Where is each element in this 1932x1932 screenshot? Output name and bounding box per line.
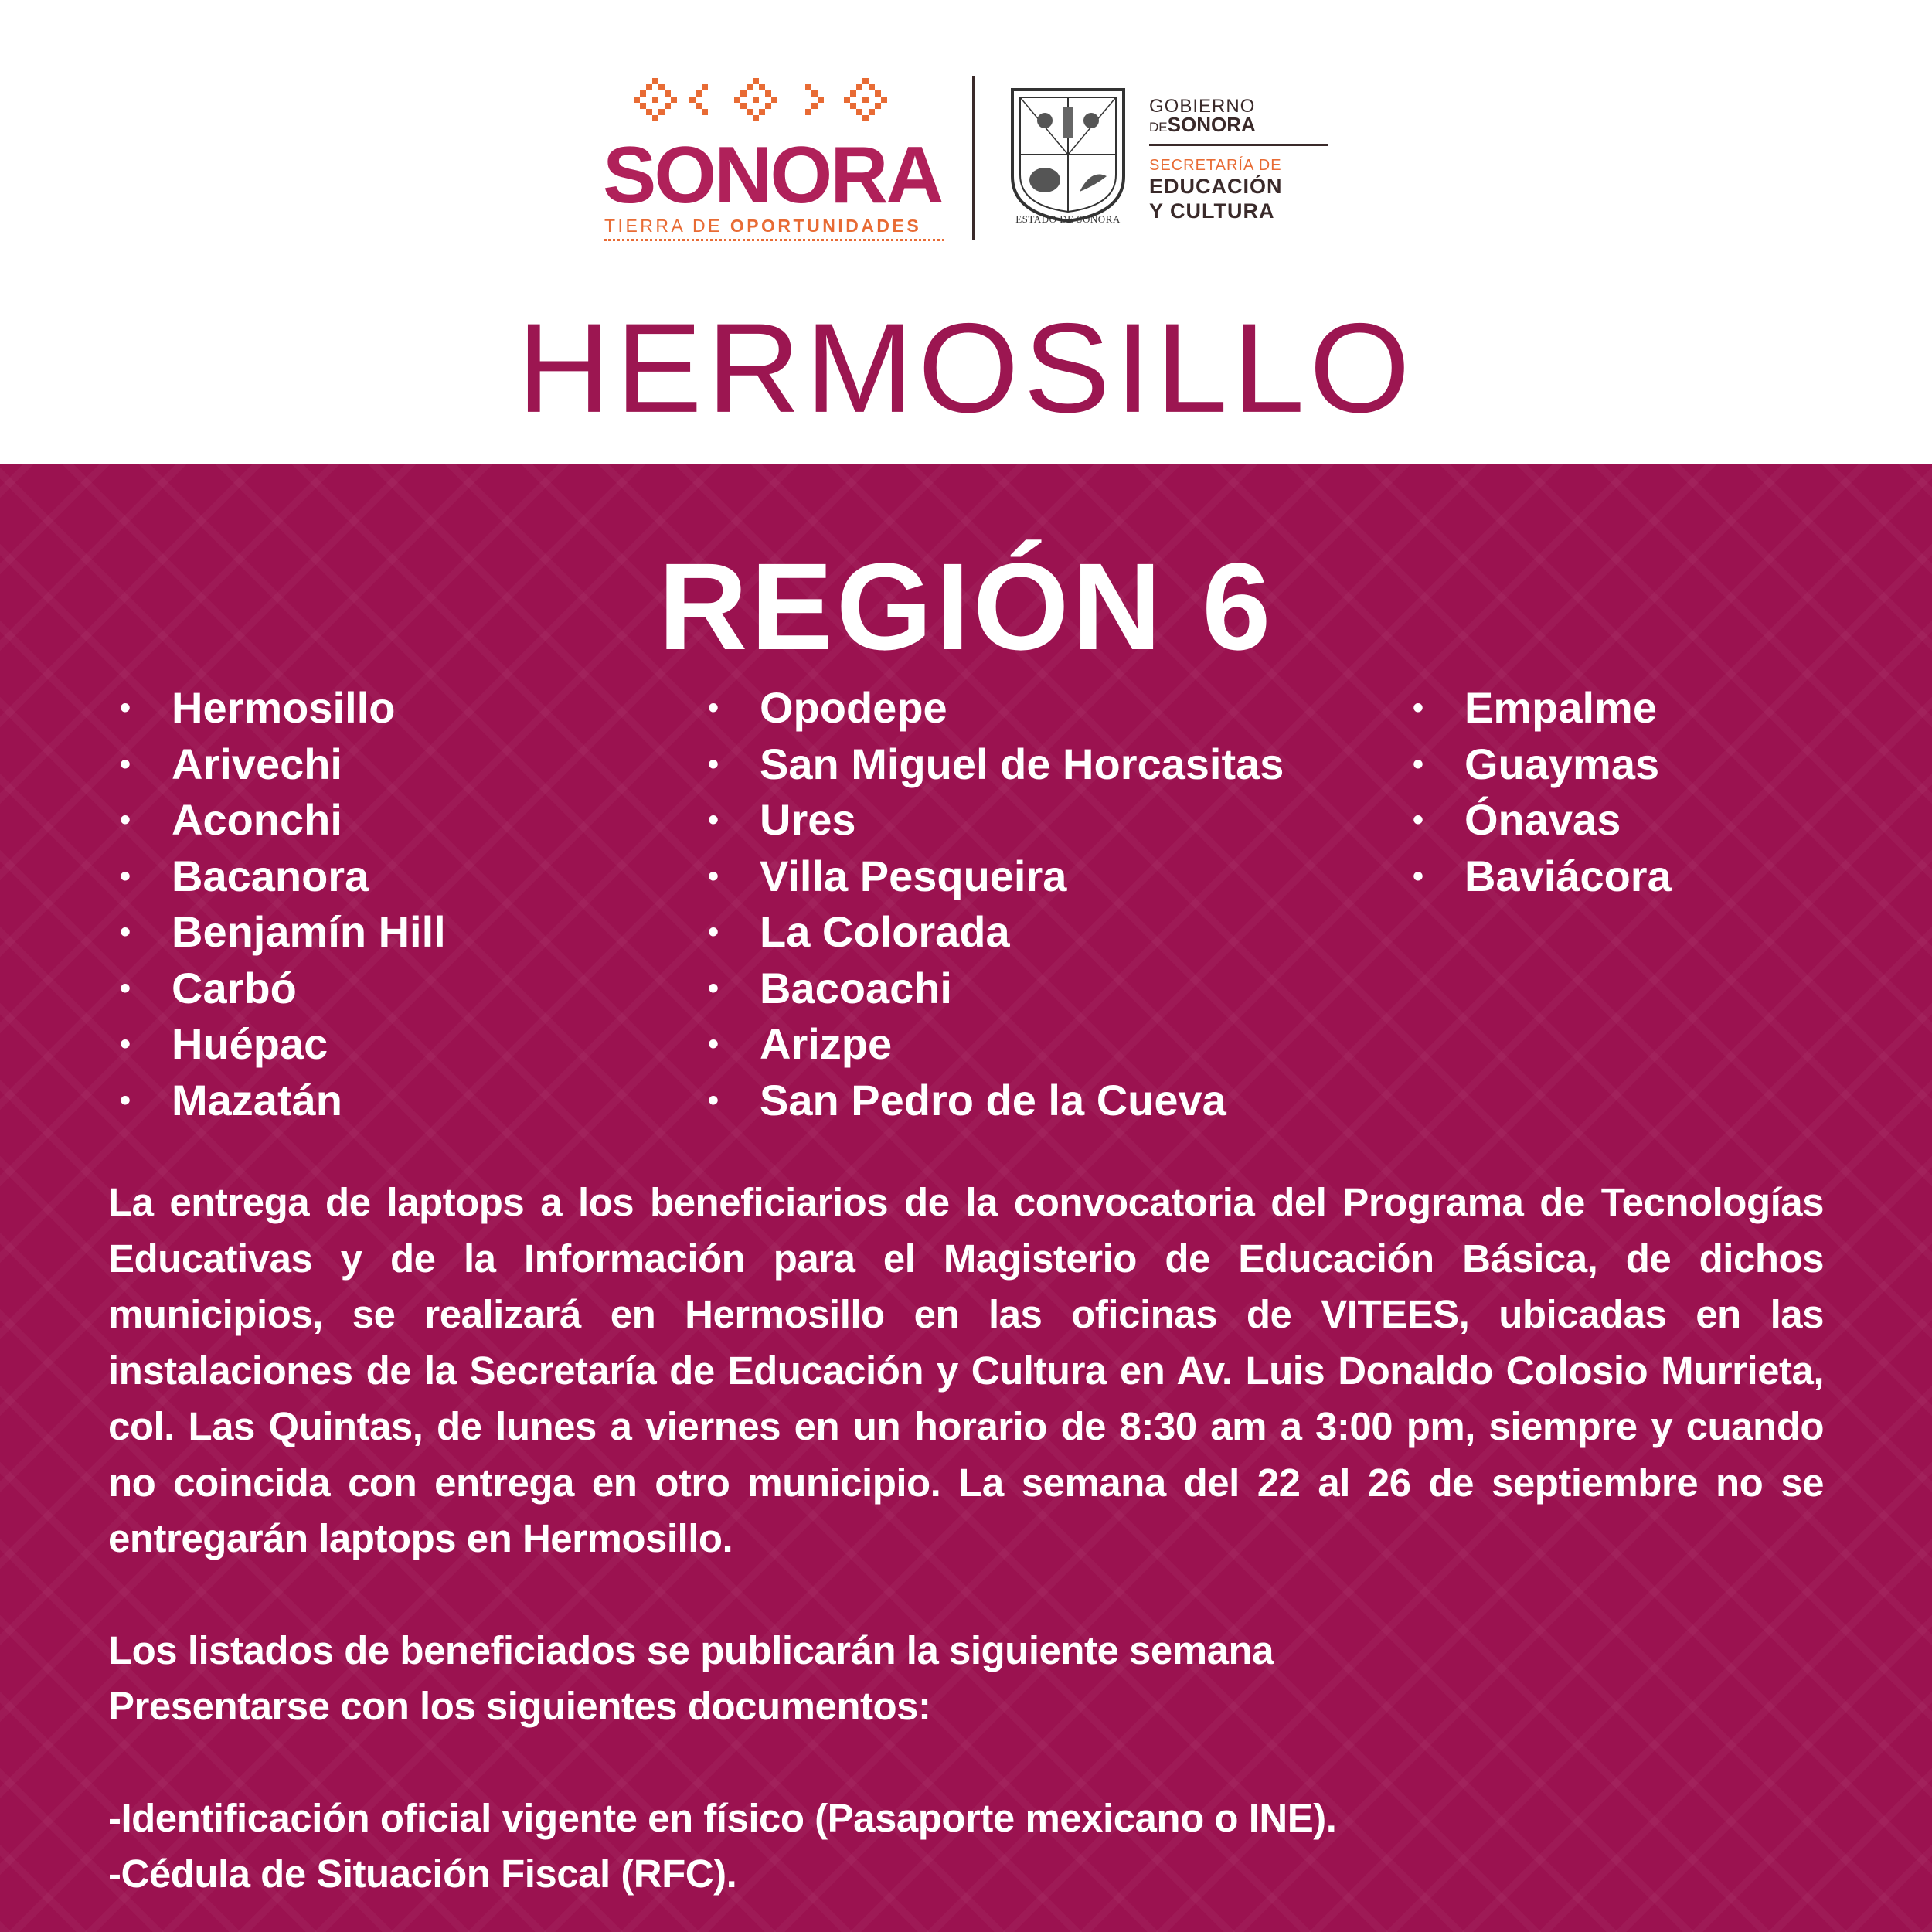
- list-item: • Bacanora: [110, 849, 446, 905]
- sonora-wordmark: SONORA: [603, 131, 942, 220]
- list-item: • Villa Pesqueira: [698, 849, 1284, 905]
- de-sonora-label: DESONORA: [1149, 113, 1256, 136]
- list-item: • Empalme: [1403, 680, 1672, 736]
- list-item: • Benjamín Hill: [110, 904, 446, 961]
- bullet-icon: •: [707, 747, 719, 781]
- municipality-list-2: [698, 680, 1284, 1128]
- document-item-rfc: -Cédula de Situación Fiscal (RFC).: [108, 1852, 737, 1896]
- list-item: • Mazatán: [110, 1073, 446, 1129]
- bullet-icon: •: [707, 803, 719, 837]
- delivery-paragraph: La entrega de laptops a los beneficiarios de la convocatoria del Programa de Tecnologías Educativas y de la Información para el Magisterio de Educación Básica, de dichos municipios, se realizará en Hermosillo en las oficinas de VITEES, ubicadas en las instalaciones de la Secretaría de Educación y Cultura en Av. Luis Donaldo Colosio Murrieta, col. Las Quintas, de lunes a viernes en un horario de 8:30 am a 3:00 pm, siempre y cuando no coincida con entrega en otro municipio. La semana del 22 al 26 de septiembre no se entregarán laptops en Hermosillo.: [108, 1180, 1824, 1560]
- bullet-icon: •: [119, 691, 131, 725]
- list-item: • La Colorada: [698, 904, 1284, 961]
- sonora-logo: [595, 73, 951, 243]
- bullet-icon: •: [119, 747, 131, 781]
- municipality-list-1: [110, 680, 446, 1128]
- document-item-id: -Identificación oficial vigente en físico (Pasaporte mexicano o INE).: [108, 1796, 1337, 1840]
- city-title: HERMOSILLO: [517, 296, 1415, 440]
- shield-label: ESTADO DE SONORA: [1015, 213, 1121, 225]
- bullet-icon: •: [1412, 859, 1423, 893]
- government-rule: [1149, 144, 1328, 146]
- list-item: • Hermosillo: [110, 680, 446, 736]
- list-item: • San Miguel de Horcasitas: [698, 736, 1284, 793]
- bullet-icon: •: [707, 859, 719, 893]
- bullet-icon: •: [119, 803, 131, 837]
- bullet-icon: •: [707, 691, 719, 725]
- sonora-tagline: TIERRA DE OPORTUNIDADES: [604, 216, 922, 236]
- bullet-icon: •: [707, 1083, 719, 1117]
- list-item: • Guaymas: [1403, 736, 1672, 793]
- bullet-icon: •: [119, 1083, 131, 1117]
- bullet-icon: •: [1412, 747, 1423, 781]
- tagline-underline: [604, 239, 944, 241]
- list-item: • Baviácora: [1403, 849, 1672, 905]
- bullet-icon: •: [707, 915, 719, 949]
- list-item: • Carbó: [110, 961, 446, 1017]
- bullet-icon: •: [119, 971, 131, 1005]
- coat-of-arms-icon: [1006, 83, 1130, 226]
- logo-divider: [972, 76, 975, 240]
- bullet-icon: •: [119, 1027, 131, 1061]
- bullet-icon: •: [707, 971, 719, 1005]
- listados-note: Los listados de beneficiados se publicarán la siguiente semana: [108, 1628, 1274, 1672]
- educacion-label: EDUCACIÓN: [1149, 175, 1283, 198]
- list-item: • Bacoachi: [698, 961, 1284, 1017]
- region-title: REGIÓN 6: [658, 537, 1274, 675]
- header: [0, 0, 1932, 464]
- documents-heading: Presentarse con los siguientes documentos:: [108, 1684, 931, 1728]
- cultura-label: Y CULTURA: [1149, 199, 1275, 223]
- list-item: • Opodepe: [698, 680, 1284, 736]
- bullet-icon: •: [119, 915, 131, 949]
- list-item: • Aconchi: [110, 792, 446, 849]
- gobierno-label: GOBIERNO: [1149, 96, 1256, 117]
- municipality-list-3: [1403, 680, 1672, 904]
- list-item: • Ónavas: [1403, 792, 1672, 849]
- list-item: • San Pedro de la Cueva: [698, 1073, 1284, 1129]
- bullet-icon: •: [1412, 803, 1423, 837]
- list-item: • Arizpe: [698, 1016, 1284, 1073]
- bullet-icon: •: [707, 1027, 719, 1061]
- list-item: • Ures: [698, 792, 1284, 849]
- bullet-icon: •: [1412, 691, 1423, 725]
- secretaria-label: SECRETARÍA DE: [1149, 157, 1282, 174]
- bullet-icon: •: [119, 859, 131, 893]
- list-item: • Huépac: [110, 1016, 446, 1073]
- sonora-pattern-icon: [634, 73, 912, 135]
- list-item: • Arivechi: [110, 736, 446, 793]
